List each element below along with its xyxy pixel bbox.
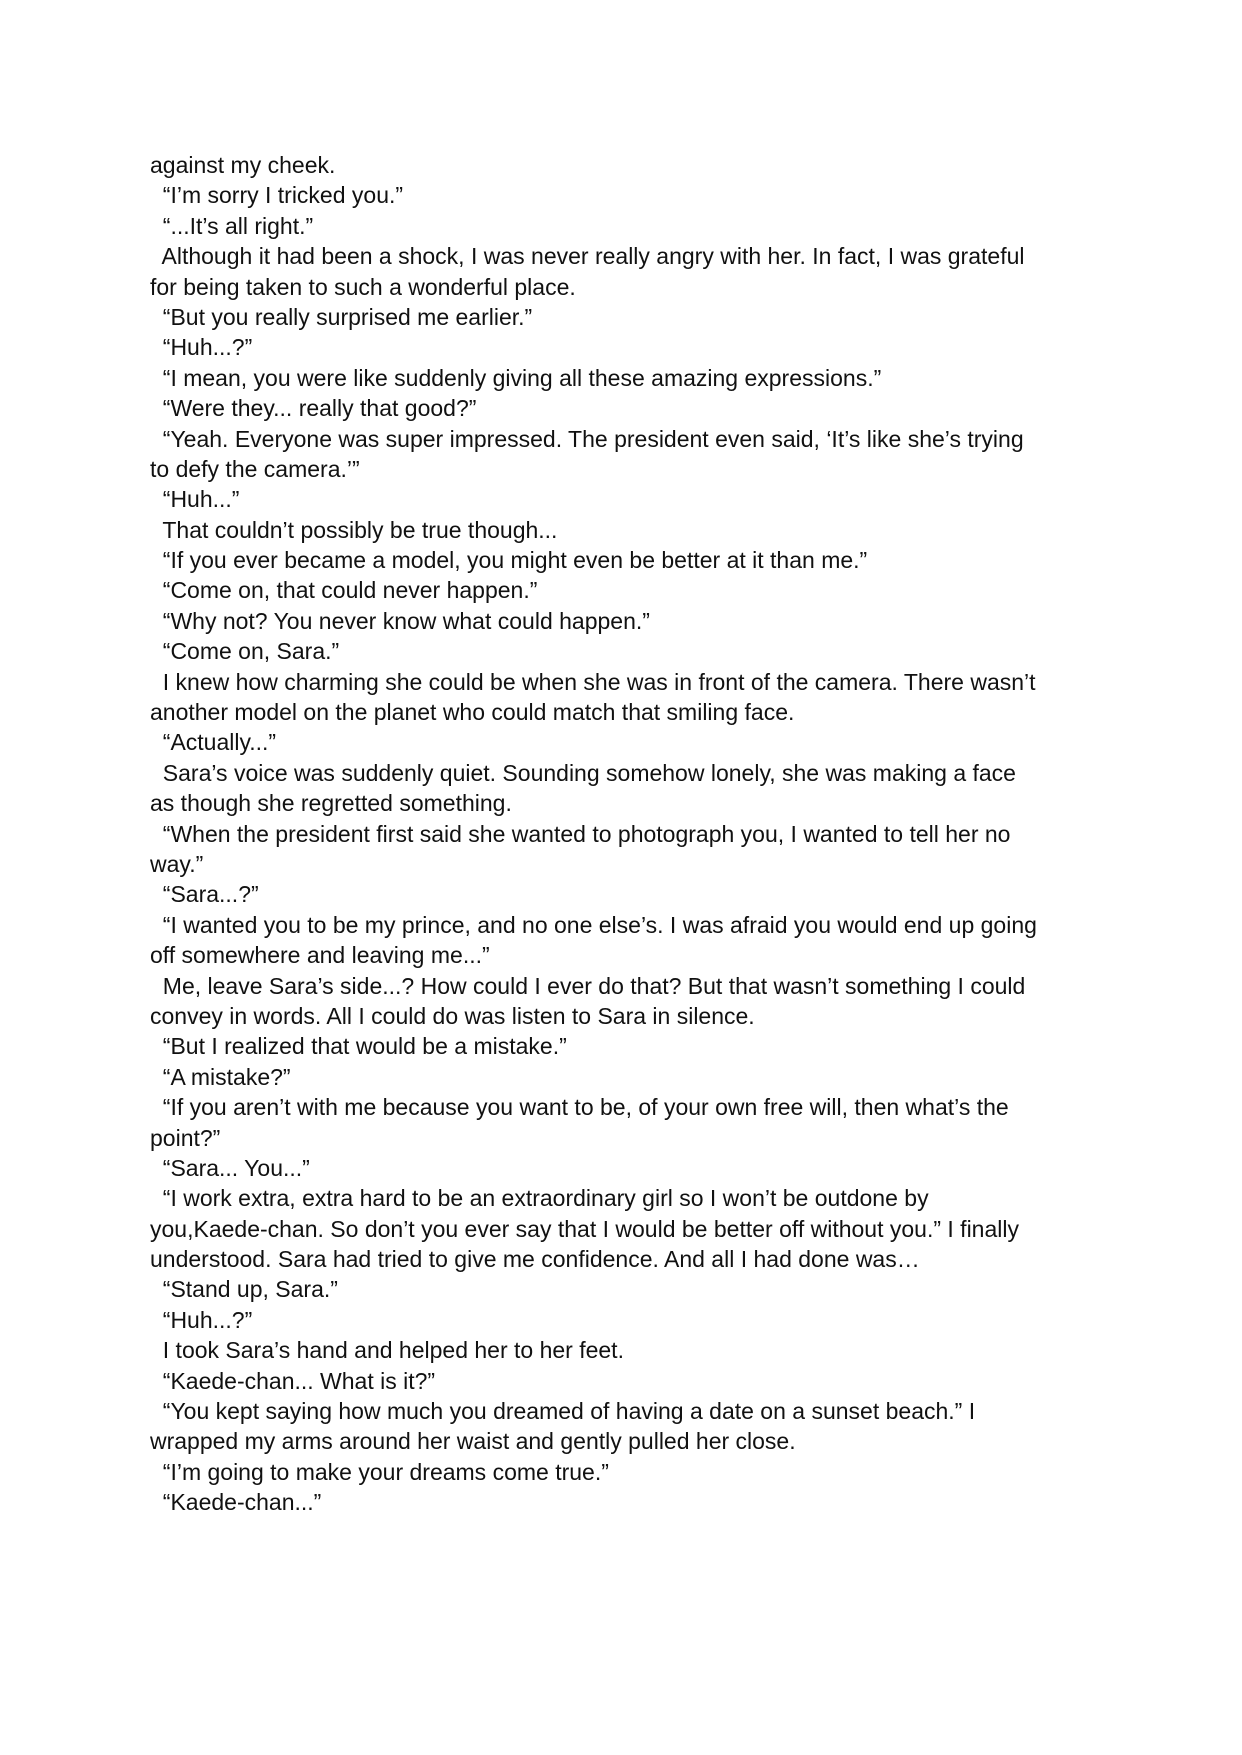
text-line: “Huh...?” <box>150 334 253 361</box>
text-line: “If you ever became a model, you might even be better at it than me.” <box>150 547 868 574</box>
text-line: convey in words. All I could do was listen to Sara in silence. <box>150 1002 755 1029</box>
text-line: “A mistake?” <box>150 1063 291 1090</box>
text-line: Sara’s voice was suddenly quiet. Sounding somehow lonely, she was making a face <box>150 759 1016 786</box>
text-line: “Come on, that could never happen.” <box>150 577 538 604</box>
text-line: against my cheek. <box>150 152 336 178</box>
text-line: “I’m going to make your dreams come true.” <box>150 1458 609 1485</box>
text-line: I took Sara’s hand and helped her to her feet. <box>150 1337 624 1364</box>
text-line: “You kept saying how much you dreamed of having a date on a sunset beach.” I <box>150 1398 976 1425</box>
text-line: “Kaede-chan...” <box>150 1489 322 1516</box>
text-line: off somewhere and leaving me...” <box>150 942 490 969</box>
text-line: “Why not? You never know what could happen.” <box>150 607 650 634</box>
text-line: “Huh...” <box>150 486 240 513</box>
text-line: point?” <box>150 1124 221 1151</box>
text-line: “Kaede-chan... What is it?” <box>150 1367 436 1394</box>
text-line: as though she regretted something. <box>150 790 512 817</box>
text-line: wrapped my arms around her waist and gently pulled her close. <box>150 1428 796 1455</box>
text-line: “I wanted you to be my prince, and no one else’s. I was afraid you would end up going <box>150 911 1037 938</box>
text-line: “Yeah. Everyone was super impressed. The president even said, ‘It’s like she’s trying <box>150 425 1024 452</box>
text-line: way.” <box>150 850 204 877</box>
text-line: “...It’s all right.” <box>150 212 314 239</box>
text-line: Me, leave Sara’s side...? How could I ever do that? But that wasn’t something I could <box>150 972 1026 999</box>
text-line: “But you really surprised me earlier.” <box>150 303 533 330</box>
text-line: understood. Sara had tried to give me confidence. And all I had done was… <box>150 1246 920 1273</box>
text-line: “But I realized that would be a mistake.” <box>150 1033 567 1060</box>
text-line: to defy the camera.’” <box>150 455 360 482</box>
text-line: Although it had been a shock, I was never really angry with her. In fact, I was grateful <box>150 243 1025 270</box>
text-line: “If you aren’t with me because you want to be, of your own free will, then what’s the <box>150 1094 1009 1121</box>
text-line: “I’m sorry I tricked you.” <box>150 182 404 209</box>
text-line: “Come on, Sara.” <box>150 638 340 665</box>
text-line: “When the president first said she wanted to photograph you, I wanted to tell her no <box>150 820 1011 847</box>
text-line: I knew how charming she could be when she was in front of the camera. There wasn’t <box>150 668 1036 695</box>
text-line: you,Kaede-chan. So don’t you ever say that I would be better off without you.” I finally <box>150 1215 1019 1242</box>
text-line: another model on the planet who could match that smiling face. <box>150 699 795 726</box>
text-line: “I work extra, extra hard to be an extraordinary girl so I won’t be outdone by <box>150 1185 929 1212</box>
text-line: “Stand up, Sara.” <box>150 1276 338 1303</box>
text-line: “I mean, you were like suddenly giving all these amazing expressions.” <box>150 364 882 391</box>
text-line: “Huh...?” <box>150 1306 253 1333</box>
text-line: “Sara... You...” <box>150 1154 310 1181</box>
text-line: “Actually...” <box>150 729 277 756</box>
text-line: “Were they... really that good?” <box>150 395 477 422</box>
text-line: “Sara...?” <box>150 881 259 908</box>
text-line: That couldn’t possibly be true though... <box>150 516 558 543</box>
text-line: for being taken to such a wonderful place. <box>150 273 576 300</box>
body-text <box>150 150 1090 1518</box>
